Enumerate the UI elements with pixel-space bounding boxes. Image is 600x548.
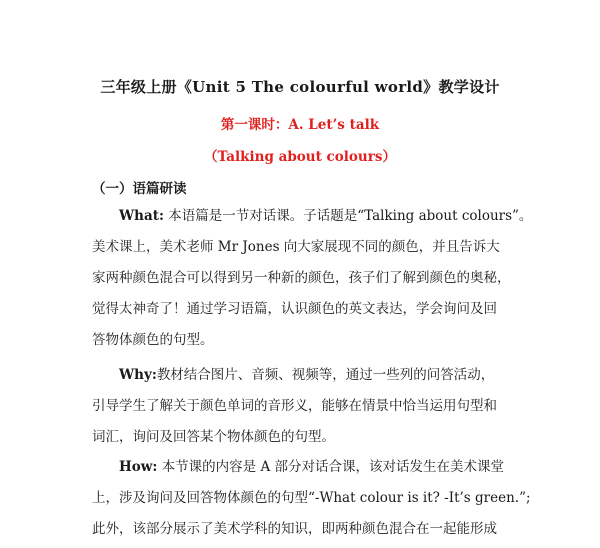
- lesson-subtitle: 第一课时：A. Let’s talk: [220, 117, 380, 133]
- section-heading: （一）语篇研读: [92, 181, 187, 197]
- document-title: 三年级上册《Unit 5 The colourful world》教学设计: [100, 78, 500, 96]
- paragraph-text: 本语篇是一节对话课。子话题是“Talking about colours”。: [163, 208, 533, 224]
- topic-subtitle: （Talking about colours）: [204, 149, 396, 165]
- paragraph-line: 引导学生了解关于颜色单词的音形义，能够在情景中恰当运用句型和: [92, 398, 497, 414]
- paragraph-line: 答物体颜色的句型。: [92, 332, 214, 348]
- paragraph-line: 美术课上，美术老师 Mr Jones 向大家展现不同的颜色，并且告诉大: [92, 239, 500, 255]
- paragraph-line: 家两种颜色混合可以得到另一种新的颜色，孩子们了解到颜色的奥秘，: [92, 270, 511, 286]
- paragraph-lead: Why:: [119, 367, 157, 383]
- paragraph-line: 上，涉及询问及回答物体颜色的句型“-What colour is it? -It’s green.”;: [92, 490, 531, 506]
- paragraph-line: [92, 360, 532, 391]
- paragraph-text: 本节课的内容是 A 部分对话合课，该对话发生在美术课堂: [157, 459, 504, 475]
- paragraph-line: 此外，该部分展示了美术学科的知识，即两种颜色混合在一起能形成: [92, 521, 497, 537]
- paragraph-how: [92, 452, 532, 545]
- paragraph-lead: How:: [119, 459, 158, 475]
- paragraph-what: [92, 201, 532, 356]
- paragraph-line: [92, 201, 532, 232]
- paragraph-why: [92, 360, 532, 453]
- paragraph-line: [92, 452, 532, 483]
- paragraph-line: 觉得太神奇了！通过学习语篇，认识颜色的英文表达，学会询问及回: [92, 301, 497, 317]
- paragraph-text: 教材结合图片、音频、视频等，通过一些列的问答活动，: [156, 367, 495, 383]
- paragraph-lead: What:: [119, 208, 164, 224]
- paragraph-line: 词汇，询问及回答某个物体颜色的句型。: [92, 429, 335, 445]
